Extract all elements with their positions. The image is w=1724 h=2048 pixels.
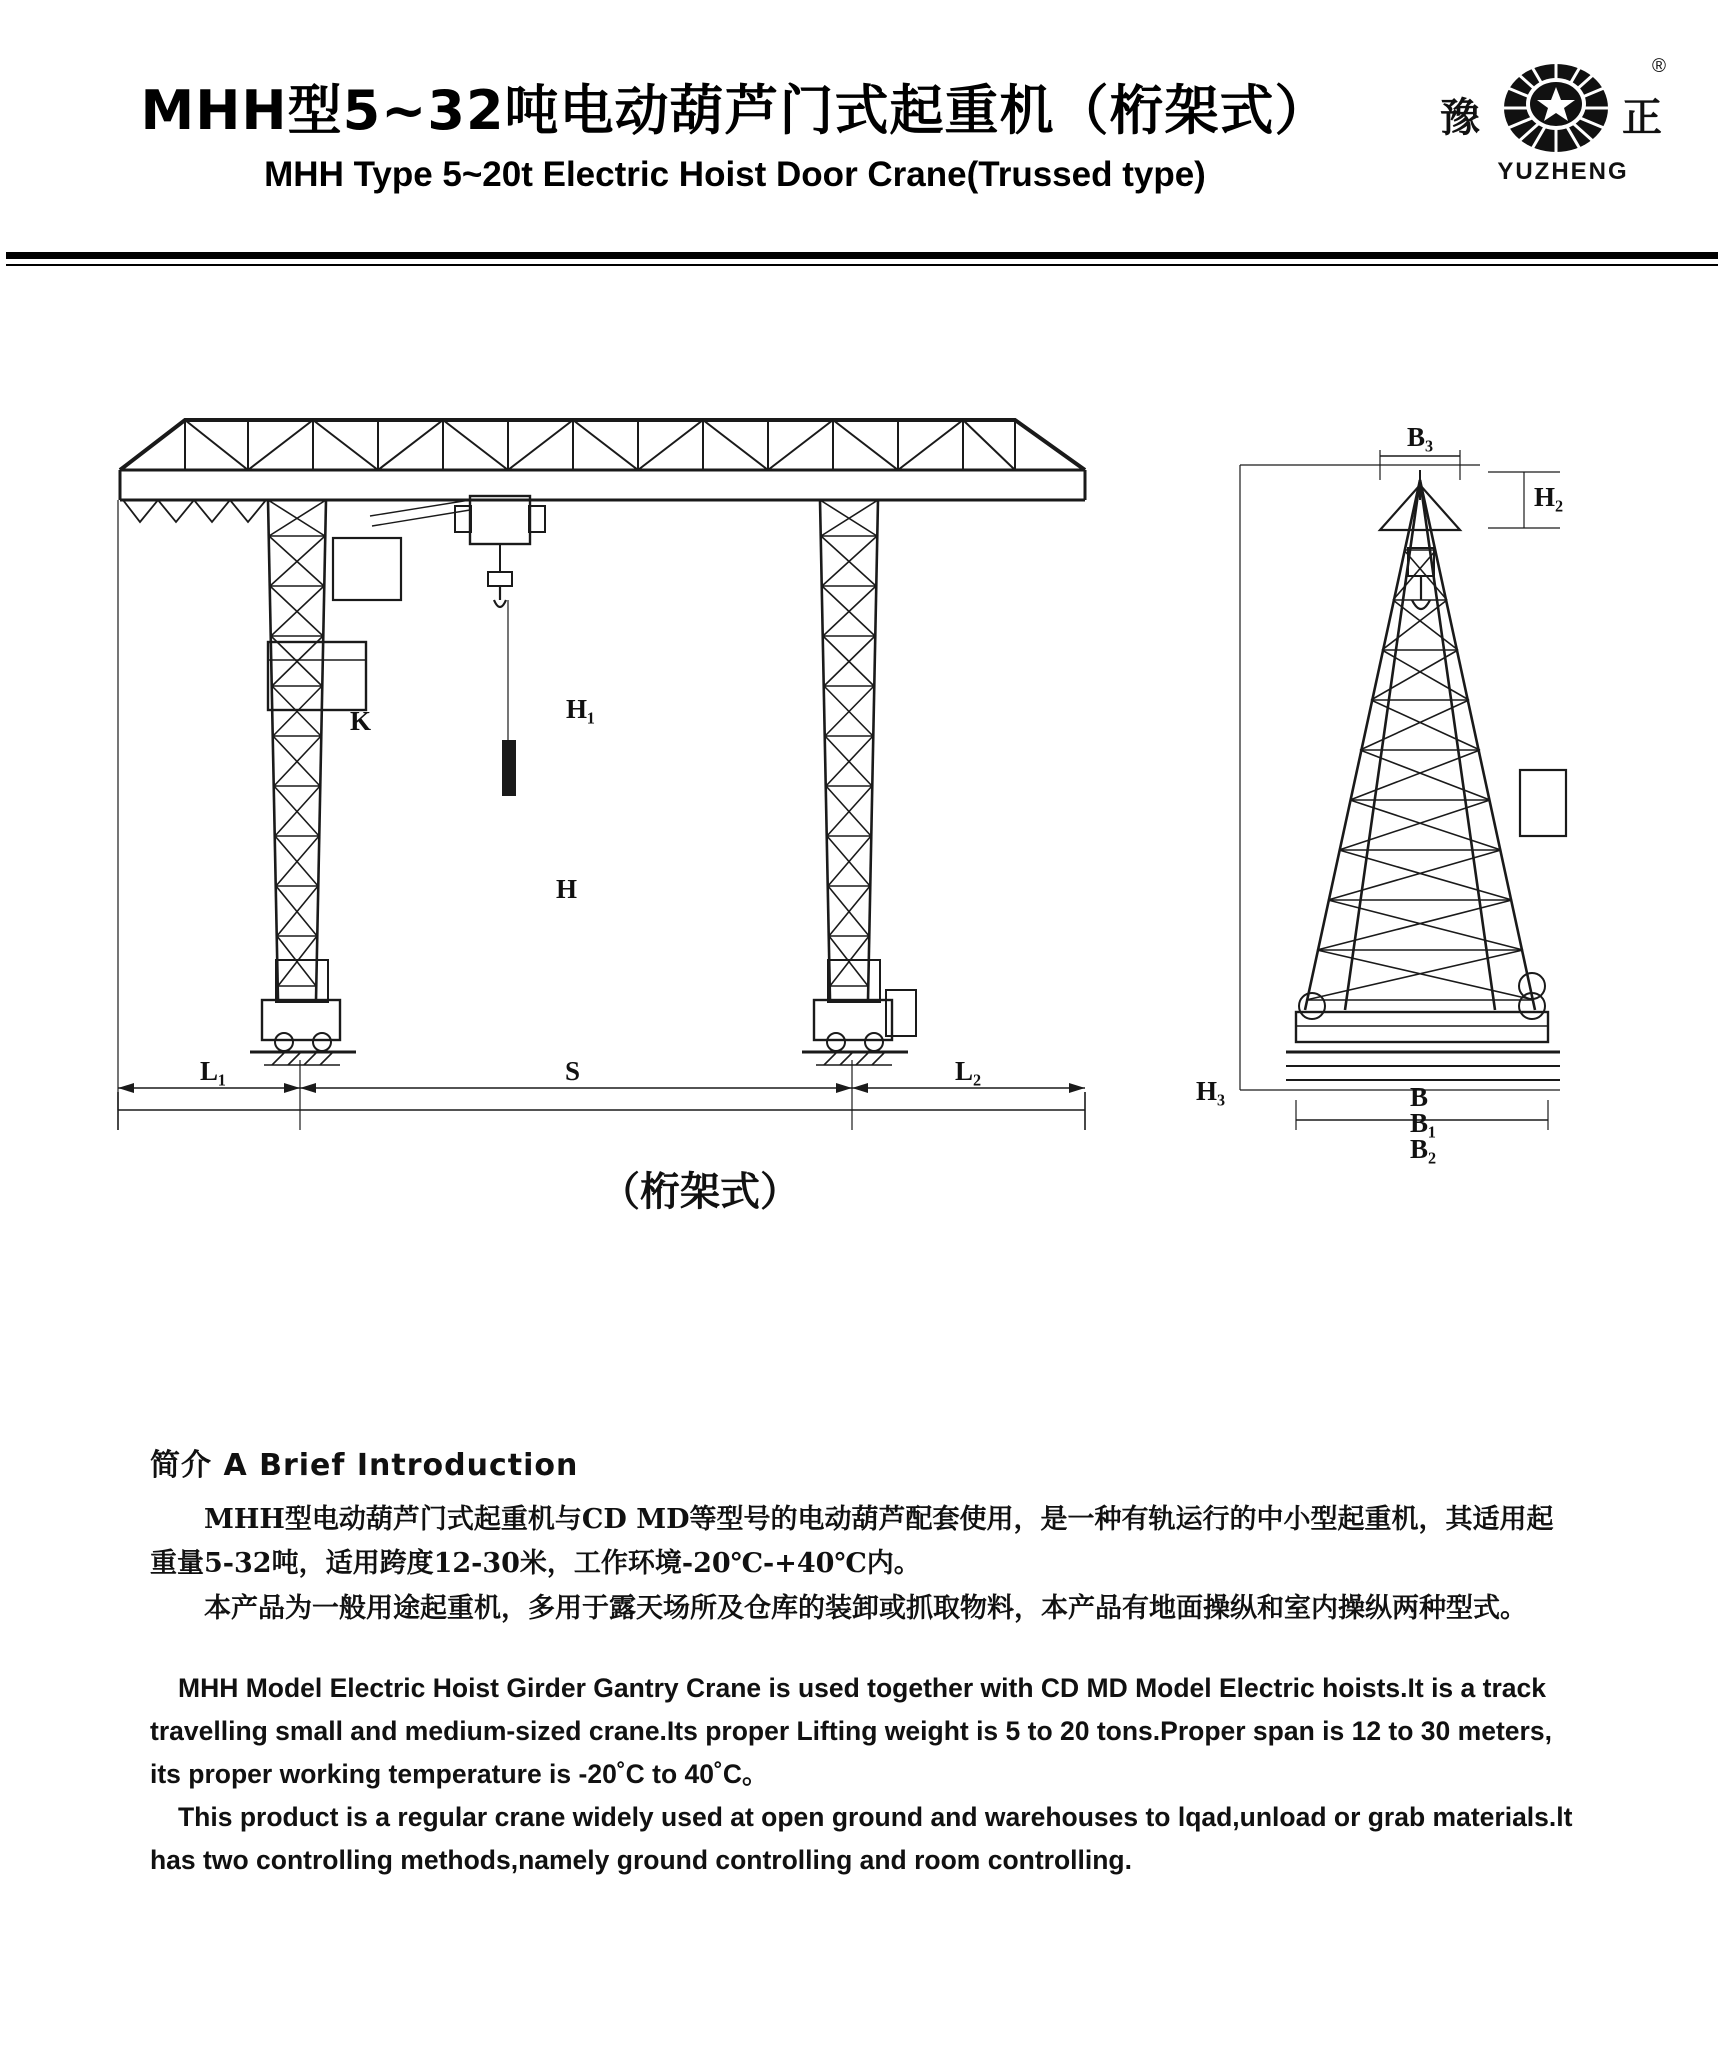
header-divider-thick: [6, 252, 1718, 259]
introduction-section: [150, 1440, 1580, 1882]
page-title-en: MHH Type 5~20t Electric Hoist Door Crane(Trussed type): [264, 155, 1206, 194]
intro-paragraph-cn-2: 本产品为一般用途起重机，多用于露天场所及仓库的装卸或抓取物料，本产品有地面操纵和室内操纵两种型式。: [204, 1593, 1527, 1625]
dim-label-B: B: [1410, 1082, 1429, 1112]
dim-label-H2: H₂: [1534, 482, 1564, 512]
page-header: [0, 0, 1724, 258]
logo-char-right: 正: [1622, 95, 1662, 141]
page-title-cn: MHH型5~32吨电动葫芦门式起重机（桁架式）: [140, 79, 1330, 142]
sunburst-star-icon: [1502, 62, 1610, 154]
registered-trademark-icon: ®: [1652, 56, 1666, 77]
section-heading: 简介 A Brief Introduction: [150, 1448, 579, 1483]
dim-label-B2: B₂: [1410, 1134, 1437, 1164]
paragraph-spacer: [150, 1633, 1580, 1667]
logo-char-left: 豫: [1440, 95, 1480, 141]
logo-wordmark: YUZHENG: [1497, 158, 1629, 185]
dim-label-B1: B₁: [1410, 1108, 1437, 1138]
dim-label-S: S: [565, 1056, 581, 1086]
dim-label-K: K: [350, 706, 372, 736]
intro-paragraph-cn-1: MHH型电动葫芦门式起重机与CD MD等型号的电动葫芦配套使用，是一种有轨运行的中小型起重机，其适用起重量5-32吨，适用跨度12-30米，工作环境-20℃-+40℃内。: [150, 1504, 1554, 1579]
header-divider-thin: [6, 264, 1718, 266]
dim-label-H: H: [556, 874, 578, 904]
drawing-caption: （桁架式）: [600, 1169, 800, 1215]
intro-paragraph-en-2: This product is a regular crane widely used at open ground and warehouses to lqad,unload or grab materials.lt has two controlling methods,namely ground controlling and room controlling.: [150, 1801, 1573, 1875]
dim-label-L1: L₁: [200, 1056, 227, 1086]
brand-logo: [1440, 52, 1690, 202]
dim-label-H1: H₁: [566, 694, 596, 724]
dim-label-B3: B₃: [1407, 422, 1434, 452]
crane-technical-drawing: [0, 300, 1724, 1200]
dim-label-H3: H₃: [1196, 1076, 1226, 1106]
dim-label-L2: L₂: [955, 1056, 982, 1086]
intro-paragraph-en-1: MHH Model Electric Hoist Girder Gantry Crane is used together with CD MD Model Electric hoists.It is a track travelling small and medium-sized crane.Its proper Lifting weight is 5 to 20 tons.Proper span is 12 to 30 meters, its proper working temperature is -20˚C to 40˚C。: [150, 1673, 1552, 1790]
